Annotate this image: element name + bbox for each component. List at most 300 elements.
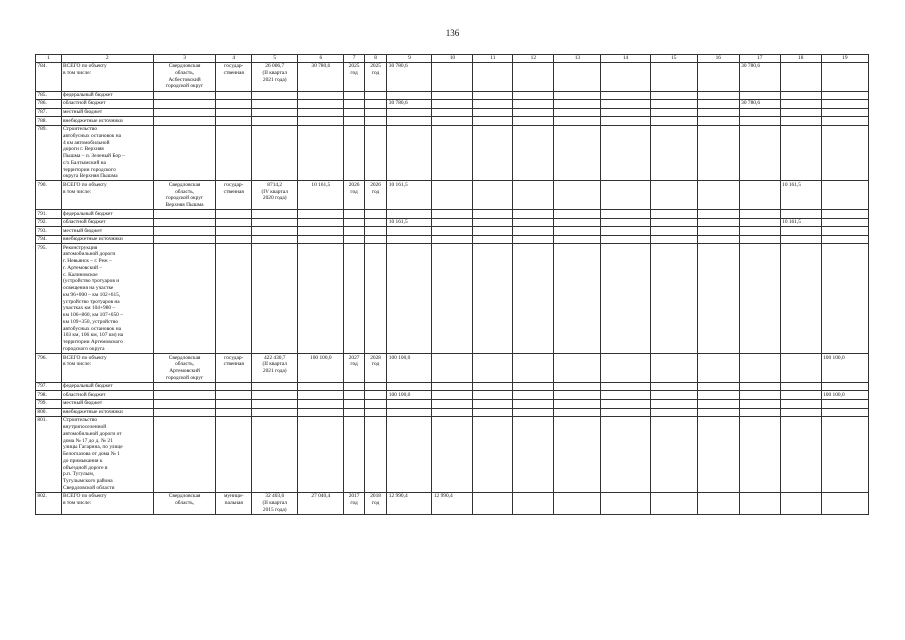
table-cell (387, 382, 432, 391)
table-cell: 10 161,5 (780, 218, 821, 227)
table-cell (473, 62, 513, 91)
table-cell (364, 100, 387, 109)
table-cell (344, 218, 364, 227)
table-cell (216, 417, 252, 493)
column-number-header: 17 (739, 55, 780, 63)
table-cell (554, 117, 601, 126)
table-cell (739, 108, 780, 117)
table-cell (650, 181, 697, 210)
table-cell (601, 125, 650, 181)
row-name-cell: областной бюджет (61, 218, 153, 227)
table-cell (601, 62, 650, 91)
table-cell (344, 391, 364, 400)
table-cell (739, 117, 780, 126)
table-cell (650, 100, 697, 109)
column-number-header: 1 (36, 55, 62, 63)
table-cell (780, 100, 821, 109)
table-cell (216, 391, 252, 400)
table-cell (780, 210, 821, 219)
table-cell (252, 235, 298, 244)
table-cell (298, 399, 344, 408)
table-cell (216, 117, 252, 126)
table-cell (821, 108, 868, 117)
row-name-cell: Строительство внутрипоселенной автомобильной дороги от дома № 17 до д. № 21 улицы Гагарина, по улице Белоглазова от дома № 1 до примыкания к объездной дороге в р.п. Тугулым, Тугулымского района Свердловской области (61, 417, 153, 493)
table-row (36, 391, 869, 400)
table-cell (601, 227, 650, 236)
table-cell (650, 493, 697, 515)
table-cell (473, 100, 513, 109)
table-cell (432, 399, 473, 408)
table-cell (364, 218, 387, 227)
table-cell (650, 62, 697, 91)
table-cell (697, 62, 739, 91)
table-cell (650, 125, 697, 181)
table-cell (216, 235, 252, 244)
table-cell (364, 408, 387, 417)
table-cell (697, 100, 739, 109)
table-cell (364, 382, 387, 391)
table-cell (216, 108, 252, 117)
table-cell (473, 417, 513, 493)
row-number-cell: 799. (36, 399, 62, 408)
column-number-header: 5 (252, 55, 298, 63)
row-number-cell: 800. (36, 408, 62, 417)
table-cell (821, 117, 868, 126)
table-cell (697, 227, 739, 236)
row-number-cell: 790. (36, 181, 62, 210)
table-cell: 100 100,0 (387, 391, 432, 400)
table-cell (513, 399, 554, 408)
table-cell (364, 210, 387, 219)
table-cell (780, 408, 821, 417)
row-name-cell: областной бюджет (61, 391, 153, 400)
investment-objects-table (35, 54, 869, 515)
table-cell: 2028 год (364, 354, 387, 383)
table-cell (364, 117, 387, 126)
table-cell (697, 244, 739, 354)
table-cell: 12 990,4 (432, 493, 473, 515)
table-cell (739, 91, 780, 100)
table-cell: Свердловская область, (153, 493, 216, 515)
table-cell (780, 227, 821, 236)
table-cell (252, 244, 298, 354)
table-cell (821, 210, 868, 219)
table-cell: 422 430,7 (II квартал 2021 года) (252, 354, 298, 383)
table-cell: 30 780,6 (387, 62, 432, 91)
table-cell: 100 100,0 (387, 354, 432, 383)
column-number-header: 13 (554, 55, 601, 63)
table-cell (697, 108, 739, 117)
table-cell (513, 91, 554, 100)
column-number-header: 11 (473, 55, 513, 63)
table-cell (513, 227, 554, 236)
row-number-cell: 801. (36, 417, 62, 493)
table-cell (513, 493, 554, 515)
table-cell (601, 218, 650, 227)
table-cell (216, 218, 252, 227)
table-cell (554, 181, 601, 210)
table-row (36, 125, 869, 181)
row-number-cell: 791. (36, 210, 62, 219)
table-cell (432, 125, 473, 181)
table-cell: 2017 год (344, 493, 364, 515)
table-cell (252, 417, 298, 493)
table-cell (697, 382, 739, 391)
table-cell (344, 399, 364, 408)
table-row (36, 399, 869, 408)
table-cell: 10 161,5 (780, 181, 821, 210)
table-cell (780, 391, 821, 400)
table-row (36, 244, 869, 354)
table-cell (697, 181, 739, 210)
row-name-cell: местный бюджет (61, 399, 153, 408)
table-cell (432, 210, 473, 219)
column-number-header: 6 (298, 55, 344, 63)
table-cell (697, 408, 739, 417)
table-cell: 8714,2 (IV квартал 2020 года) (252, 181, 298, 210)
table-cell (739, 235, 780, 244)
table-cell: 2027 год (344, 354, 364, 383)
table-cell (554, 125, 601, 181)
table-row (36, 117, 869, 126)
table-cell (387, 399, 432, 408)
row-name-cell: Реконструкция автомобильной дороги г. Невьянск – г. Реж – г. Артемовский – с. Калиновское (устройство тротуаров и освещения на участке км 96+000 – км 102+615, устройство тротуаров на участках км 104+980 – км 106+860, км 107+650 – км 109+350, устройство автобусных остановок на 103 км, 106 км, 107 км) на территории Артемовского городского округа (61, 244, 153, 354)
table-cell (601, 399, 650, 408)
row-number-cell: 785. (36, 91, 62, 100)
table-row (36, 417, 869, 493)
row-name-cell: местный бюджет (61, 108, 153, 117)
table-cell (513, 391, 554, 400)
table-row (36, 493, 869, 515)
table-cell: 30 780,6 (739, 100, 780, 109)
column-number-header: 4 (216, 55, 252, 63)
table-cell (473, 181, 513, 210)
table-cell (216, 125, 252, 181)
table-cell (153, 382, 216, 391)
table-cell: 2026 год (364, 181, 387, 210)
table-cell (252, 391, 298, 400)
row-number-cell: 787. (36, 108, 62, 117)
table-cell (821, 399, 868, 408)
table-cell (554, 235, 601, 244)
table-cell (252, 382, 298, 391)
table-cell (739, 493, 780, 515)
table-cell (216, 399, 252, 408)
column-number-header: 10 (432, 55, 473, 63)
table-cell (432, 100, 473, 109)
table-cell: государ- ственная (216, 62, 252, 91)
table-cell (513, 218, 554, 227)
column-number-header: 8 (364, 55, 387, 63)
table-cell (387, 244, 432, 354)
table-cell (513, 408, 554, 417)
table-cell (298, 417, 344, 493)
table-cell (298, 218, 344, 227)
table-cell (739, 382, 780, 391)
table-cell (554, 210, 601, 219)
table-cell (252, 218, 298, 227)
table-cell (298, 210, 344, 219)
table-cell (650, 218, 697, 227)
table-cell: государ- ственная (216, 181, 252, 210)
table-cell (473, 391, 513, 400)
table-cell (554, 244, 601, 354)
table-cell (821, 235, 868, 244)
table-cell (473, 210, 513, 219)
table-cell (252, 408, 298, 417)
table-cell (298, 382, 344, 391)
table-cell (473, 227, 513, 236)
table-cell (387, 91, 432, 100)
table-cell (601, 108, 650, 117)
table-cell (697, 125, 739, 181)
table-cell (601, 493, 650, 515)
table-cell (216, 244, 252, 354)
table-cell (697, 493, 739, 515)
table-cell (650, 117, 697, 126)
table-cell (821, 417, 868, 493)
table-cell (153, 399, 216, 408)
row-name-cell: ВСЕГО по объекту в том числе: (61, 62, 153, 91)
table-row (36, 91, 869, 100)
table-cell (298, 117, 344, 126)
table-cell (650, 91, 697, 100)
table-cell (298, 391, 344, 400)
table-cell: 100 100,0 (298, 354, 344, 383)
table-cell (554, 382, 601, 391)
row-name-cell: внебюджетные источники (61, 117, 153, 126)
table-cell (554, 62, 601, 91)
table-cell (473, 408, 513, 417)
table-cell (821, 62, 868, 91)
table-cell (780, 117, 821, 126)
table-row (36, 382, 869, 391)
table-cell (298, 100, 344, 109)
table-cell (473, 354, 513, 383)
row-number-cell: 788. (36, 117, 62, 126)
table-cell (601, 210, 650, 219)
table-cell (780, 108, 821, 117)
table-cell (554, 408, 601, 417)
row-number-cell: 793. (36, 227, 62, 236)
table-cell (601, 91, 650, 100)
table-cell (650, 354, 697, 383)
table-cell (780, 91, 821, 100)
table-cell (153, 417, 216, 493)
row-name-cell: ВСЕГО по объекту в том числе: (61, 493, 153, 515)
table-cell (739, 244, 780, 354)
table-cell (432, 244, 473, 354)
table-cell (387, 117, 432, 126)
table-cell (554, 354, 601, 383)
table-cell (650, 391, 697, 400)
row-name-cell: Строительство автобусных остановок на 4 км автомобильной дороги г. Верхняя Пышма – п. Зеленый Бор – с/х Балтымский на территории городского округа Верхняя Пышма (61, 125, 153, 181)
table-row (36, 218, 869, 227)
table-cell (153, 408, 216, 417)
table-cell: 32 403,6 (II квартал 2015 года) (252, 493, 298, 515)
row-name-cell: федеральный бюджет (61, 382, 153, 391)
table-cell: 30 780,6 (387, 100, 432, 109)
table-cell (298, 408, 344, 417)
table-cell (432, 391, 473, 400)
table-cell (298, 244, 344, 354)
row-name-cell: внебюджетные источники (61, 408, 153, 417)
table-cell: 10 161,5 (387, 181, 432, 210)
table-cell (432, 227, 473, 236)
table-cell (601, 244, 650, 354)
table-cell (364, 399, 387, 408)
table-cell (513, 108, 554, 117)
table-cell (298, 91, 344, 100)
table-cell (601, 117, 650, 126)
row-number-cell: 798. (36, 391, 62, 400)
table-cell (432, 354, 473, 383)
table-cell: Свердловская область, Артемовский городской округ (153, 354, 216, 383)
table-cell (387, 408, 432, 417)
table-cell (821, 125, 868, 181)
table-cell (344, 108, 364, 117)
table-cell (739, 408, 780, 417)
table-cell (387, 210, 432, 219)
table-cell (153, 227, 216, 236)
table-cell (432, 181, 473, 210)
table-cell (298, 235, 344, 244)
table-cell (739, 181, 780, 210)
table-cell (344, 117, 364, 126)
column-number-header: 9 (387, 55, 432, 63)
table-cell (252, 399, 298, 408)
table-cell (554, 227, 601, 236)
column-number-header: 2 (61, 55, 153, 63)
table-cell (473, 218, 513, 227)
table-cell (344, 408, 364, 417)
table-cell (821, 100, 868, 109)
table-cell (513, 210, 554, 219)
column-number-row (36, 55, 869, 63)
table-cell: 2025 год (364, 62, 387, 91)
table-cell (364, 108, 387, 117)
table-cell (780, 417, 821, 493)
table-cell (473, 108, 513, 117)
table-cell (387, 108, 432, 117)
table-cell (153, 391, 216, 400)
table-cell (821, 91, 868, 100)
table-cell: 10 161,5 (298, 181, 344, 210)
table-cell (821, 493, 868, 515)
table-cell (153, 125, 216, 181)
table-cell (697, 210, 739, 219)
column-number-header: 19 (821, 55, 868, 63)
table-cell (780, 493, 821, 515)
table-cell (513, 244, 554, 354)
table-cell (739, 354, 780, 383)
table-cell (364, 235, 387, 244)
table-cell (432, 117, 473, 126)
table-cell (554, 108, 601, 117)
table-cell (650, 382, 697, 391)
row-number-cell: 789. (36, 125, 62, 181)
column-number-header: 7 (344, 55, 364, 63)
table-cell (387, 235, 432, 244)
table-cell (554, 91, 601, 100)
table-cell (697, 354, 739, 383)
table-cell: Свердловская область, городской округ Верхняя Пышма (153, 181, 216, 210)
table-cell (252, 91, 298, 100)
row-number-cell: 797. (36, 382, 62, 391)
table-cell (650, 417, 697, 493)
table-row (36, 227, 869, 236)
table-cell (601, 408, 650, 417)
table-row (36, 354, 869, 383)
table-cell (697, 91, 739, 100)
table-cell (344, 125, 364, 181)
table-cell (364, 91, 387, 100)
table-cell (821, 382, 868, 391)
table-cell (344, 227, 364, 236)
table-cell (153, 244, 216, 354)
row-name-cell: ВСЕГО по объекту в том числе: (61, 354, 153, 383)
table-cell (780, 235, 821, 244)
column-number-header: 18 (780, 55, 821, 63)
table-row (36, 108, 869, 117)
table-cell (473, 117, 513, 126)
table-cell (601, 382, 650, 391)
table-cell (432, 218, 473, 227)
table-cell: 2018 год (364, 493, 387, 515)
row-number-cell: 794. (36, 235, 62, 244)
table-cell (513, 181, 554, 210)
table-cell: 27 040,4 (298, 493, 344, 515)
table-cell (432, 417, 473, 493)
table-row (36, 62, 869, 91)
table-cell (697, 417, 739, 493)
column-number-header: 16 (697, 55, 739, 63)
table-cell (780, 399, 821, 408)
page-number: 136 (445, 28, 460, 38)
table-cell (387, 417, 432, 493)
table-cell: 2025 год (344, 62, 364, 91)
table-cell (153, 117, 216, 126)
table-cell: 100 100,0 (821, 354, 868, 383)
table-cell (473, 493, 513, 515)
table-cell (298, 125, 344, 181)
table-cell (252, 210, 298, 219)
row-number-cell: 796. (36, 354, 62, 383)
table-row (36, 100, 869, 109)
table-cell (153, 218, 216, 227)
row-number-cell: 802. (36, 493, 62, 515)
table-cell (650, 227, 697, 236)
table-cell (780, 125, 821, 181)
table-cell (739, 218, 780, 227)
table-cell: 30 780,6 (298, 62, 344, 91)
table-cell (344, 382, 364, 391)
table-cell (513, 117, 554, 126)
table-cell (554, 399, 601, 408)
table-cell (650, 108, 697, 117)
table-cell (216, 100, 252, 109)
table-cell (697, 391, 739, 400)
row-name-cell: федеральный бюджет (61, 91, 153, 100)
table-cell (298, 108, 344, 117)
row-name-cell: местный бюджет (61, 227, 153, 236)
table-cell (513, 235, 554, 244)
table-cell (153, 235, 216, 244)
table-cell (554, 493, 601, 515)
table-cell (650, 399, 697, 408)
table-cell (432, 91, 473, 100)
table-cell (364, 244, 387, 354)
